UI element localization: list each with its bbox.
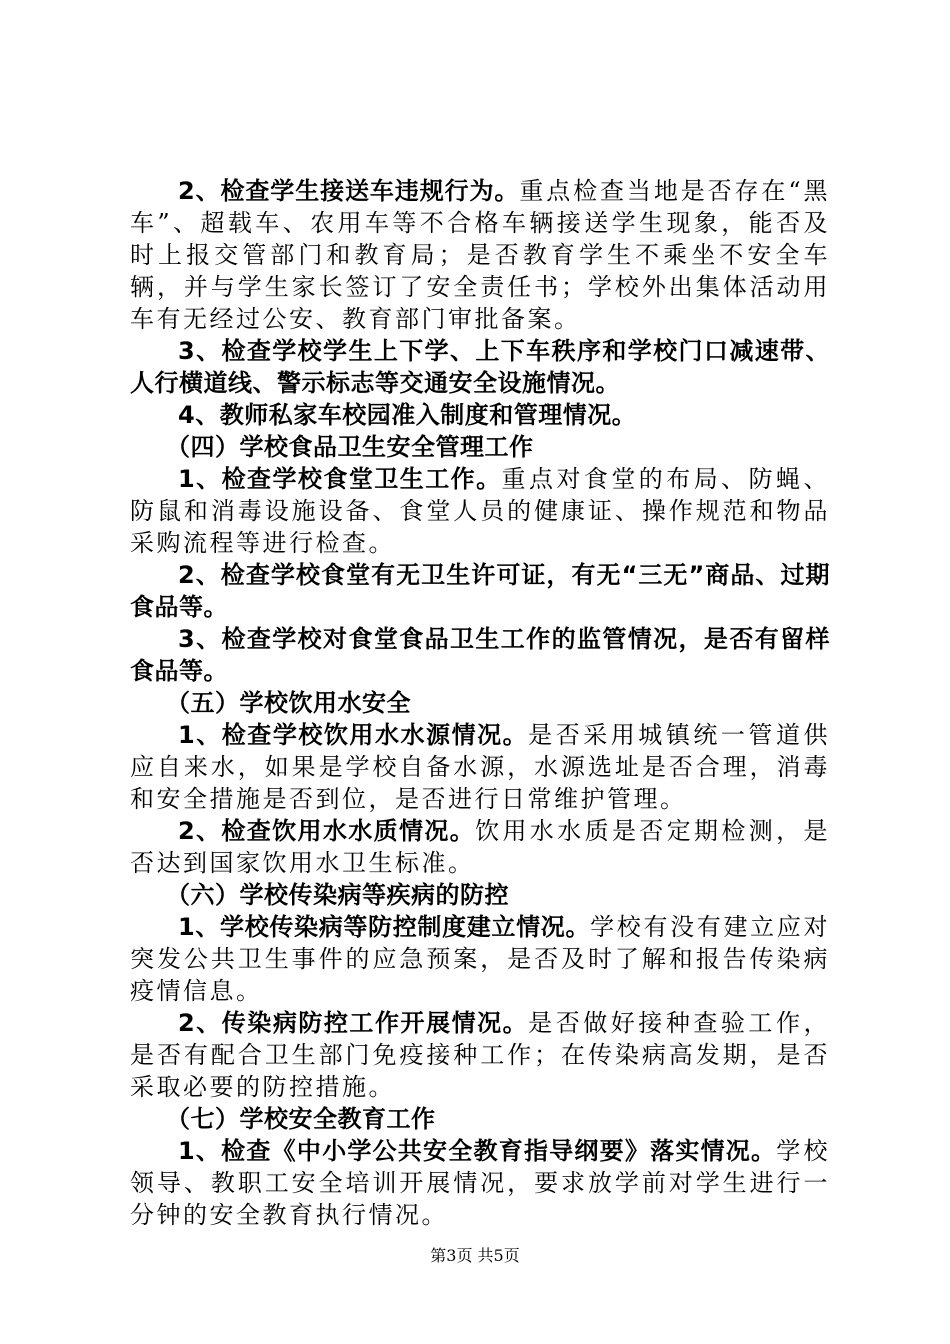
paragraph-text: 学校领导、教职工安全培训开展情况，要求放学前对学生进行一分钟的安全教育执行情况。 [130,1137,830,1229]
paragraph-lead: 1、检查《中小学公共安全教育指导纲要》落实情况。 [178,1137,777,1165]
paragraph [130,399,830,431]
section-heading: （四）学校食品卫生安全管理工作 [166,433,534,461]
paragraph [130,175,830,335]
paragraph [130,463,830,559]
paragraph-lead: 3、检查学校学生上下学、上下车秩序和学校门口减速带、人行横道线、警示标志等交通安全设施情况。 [130,337,830,397]
paragraph [130,559,830,623]
paragraph-lead: 2、传染病防控工作开展情况。 [178,1009,529,1037]
paragraph [130,623,830,687]
paragraph-lead: 2、检查学生接送车违规行为。 [178,177,520,205]
paragraph-lead: 4、教师私家车校园准入制度和管理情况。 [178,401,637,429]
paragraph-text: 学校有没有建立应对突发公共卫生事件的应急预案，是否及时了解和报告传染病疫情信息。 [130,913,830,1005]
paragraph [130,911,830,1007]
page-footer: 第3页 共5页 [430,1246,520,1265]
section-heading: （五）学校饮用水安全 [166,689,411,717]
paragraph-text: 重点对食堂的布局、防蝇、防鼠和消毒设施设备、食堂人员的健康证、操作规范和物品采购流程等进行检查。 [130,465,830,557]
paragraph-text: 重点检查当地是否存在“黑车”、超载车、农用车等不合格车辆接送学生现象，能否及时上报交管部门和教育局；是否教育学生不乘坐不安全车辆，并与学生家长签订了安全责任书；学校外出集体活动用车有无经过公安、教育部门审批备案。 [130,177,830,333]
section-heading: （七）学校安全教育工作 [166,1105,436,1133]
paragraph-text: 是否做好接种查验工作，是否有配合卫生部门免疫接种工作；在传染病高发期，是否采取必要的防控措施。 [130,1009,831,1101]
document-body [130,175,830,1231]
paragraph-text: 是否采用城镇统一管道供应自来水，如果是学校自备水源，水源选址是否合理，消毒和安全措施是否到位，是否进行日常维护管理。 [130,721,831,813]
section-heading: （六）学校传染病等疾病的防控 [166,881,509,909]
paragraph [130,815,830,879]
paragraph-lead: 2、检查饮用水水质情况。 [178,817,476,845]
paragraph [130,719,830,815]
paragraph-text: 饮用水水质是否定期检测，是否达到国家饮用水卫生标准。 [130,817,831,877]
paragraph [130,1135,830,1231]
paragraph-lead: 2、检查学校食堂有无卫生许可证，有无“三无”商品、过期食品等。 [130,561,830,621]
paragraph [130,1007,830,1103]
paragraph [130,335,830,399]
paragraph-lead: 3、检查学校对食堂食品卫生工作的监管情况，是否有留样食品等。 [130,625,830,685]
paragraph-lead: 1、检查学校食堂卫生工作。 [178,465,502,493]
paragraph-lead: 1、学校传染病等防控制度建立情况。 [178,913,591,941]
paragraph-lead: 1、检查学校饮用水水源情况。 [178,721,529,749]
